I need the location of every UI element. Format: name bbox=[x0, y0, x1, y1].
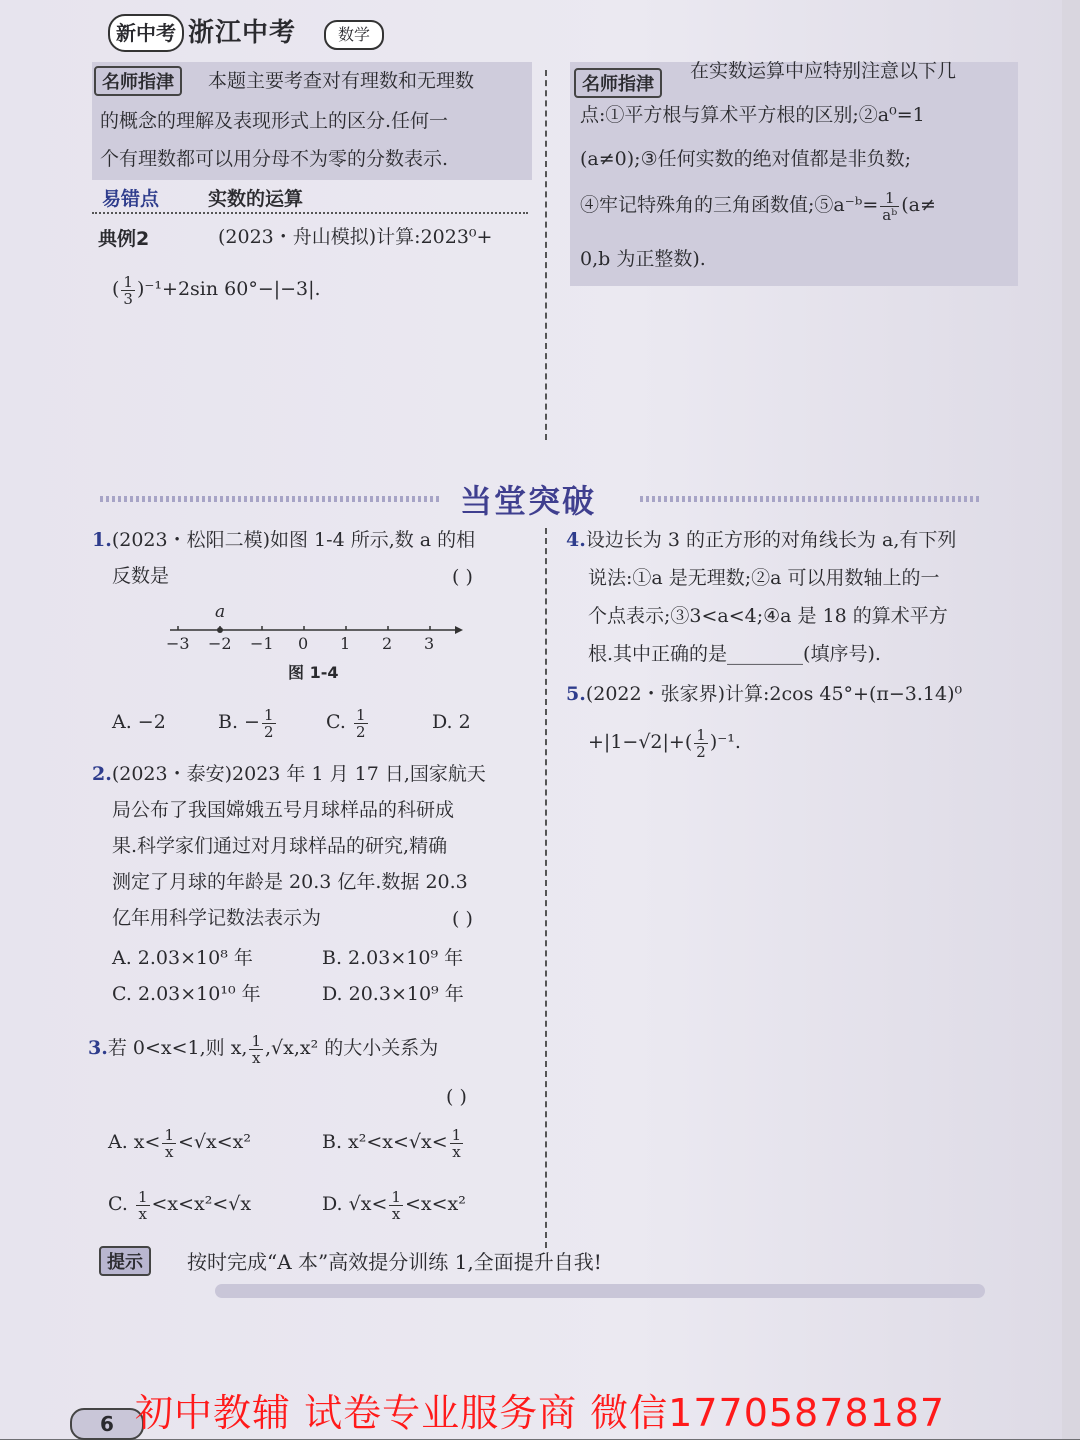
fraction-one-half: $\frac{1}{2}$ bbox=[263, 705, 274, 741]
fraction-one-over-x: $\frac{1}{x}$ bbox=[251, 1031, 261, 1067]
tip-tag: 提示 bbox=[99, 1246, 151, 1276]
q2-line-1: 2.(2023・泰安)2023 年 1 月 17 日,国家航天 bbox=[92, 763, 486, 785]
left-tip-tag: 名师指津 bbox=[94, 66, 182, 96]
fraction-one-half: $\frac{1}{2}$ bbox=[696, 725, 706, 761]
tip-bar bbox=[95, 1246, 990, 1300]
q4-line-1: 4.设边长为 3 的正方形的对角线长为 a,有下列 bbox=[566, 529, 957, 551]
example-line-1: (2023・舟山模拟)计算:2023⁰+ bbox=[218, 226, 493, 248]
q1-answer-paren: ( ) bbox=[452, 566, 473, 588]
tick-label: −2 bbox=[208, 634, 232, 653]
header-subject: 数学 bbox=[324, 20, 384, 50]
tick-label: −1 bbox=[250, 634, 274, 653]
header-title: 浙江中考 bbox=[188, 18, 297, 48]
q3-option-b: B. x²<x<√x< $\frac{1}{x}$ bbox=[322, 1125, 462, 1161]
q5-line-2: +|1−√2|+( $\frac{1}{2}$ )⁻¹. bbox=[588, 725, 741, 761]
q3-answer-paren: ( ) bbox=[446, 1086, 467, 1108]
column-divider-top bbox=[545, 70, 547, 440]
right-tip-line-3: (a≠0);③任何实数的绝对值都是非负数; bbox=[580, 148, 911, 170]
point-a-label: a bbox=[215, 602, 226, 622]
figure-caption: 图 1-4 bbox=[288, 663, 339, 682]
q4-line-3: 个点表示;③3<a<4;④a 是 18 的算术平方 bbox=[588, 605, 948, 627]
tick-label: −3 bbox=[166, 634, 190, 653]
q2-option-d: D. 20.3×10⁹ 年 bbox=[322, 983, 464, 1005]
number-line-arrow bbox=[455, 626, 463, 634]
right-tip-line-1: 在实数运算中应特别注意以下几 bbox=[690, 60, 957, 82]
example-tag: 典例2 bbox=[98, 228, 150, 250]
fraction-one-half: $\frac{1}{2}$ bbox=[355, 705, 366, 741]
q2-option-b: B. 2.03×10⁹ 年 bbox=[322, 947, 464, 969]
fraction-one-over-x: $\frac{1}{x}$ bbox=[137, 1187, 148, 1223]
banner-title: 当堂突破 bbox=[460, 482, 597, 520]
q3-option-d: D. √x< $\frac{1}{x}$ <x<x² bbox=[322, 1187, 466, 1223]
q2-option-a: A. 2.03×10⁸ 年 bbox=[112, 947, 253, 969]
q2-line-3: 果.科学家们通过对月球样品的研究,精确 bbox=[112, 835, 448, 857]
tick-label: 3 bbox=[424, 634, 435, 653]
q1-option-c: C. $\frac{1}{2}$ bbox=[326, 705, 366, 741]
q1-line-2: 反数是 bbox=[112, 565, 170, 587]
q2-line-5: 亿年用科学记数法表示为 bbox=[112, 907, 322, 929]
fraction-one-over-x: $\frac{1}{x}$ bbox=[391, 1187, 401, 1223]
adjacent-page-edge bbox=[1062, 0, 1080, 1439]
fraction-one-over-x: $\frac{1}{x}$ bbox=[164, 1125, 174, 1161]
fraction-one-third: $\frac{1}{3}$ bbox=[123, 272, 133, 308]
page-number: 6 bbox=[70, 1408, 144, 1440]
section-banner bbox=[100, 478, 980, 518]
number-line-ticks bbox=[166, 634, 466, 654]
right-tip-line-2: 点:①平方根与算术平方根的区别;②a⁰=1 bbox=[580, 104, 925, 126]
tick-label: 0 bbox=[298, 634, 309, 653]
q2-option-c: C. 2.03×10¹⁰ 年 bbox=[112, 983, 261, 1005]
q2-line-4: 测定了月球的年龄是 20.3 亿年.数据 20.3 bbox=[112, 871, 468, 893]
right-tip-line-4: ④牢记特殊角的三角函数值;⑤a⁻ᵇ= $\frac{1}{\text{aᵇ}}$ (a≠ bbox=[580, 188, 936, 224]
watermark-text: 初中教辅 试卷专业服务商 微信17705878187 bbox=[135, 1391, 946, 1435]
q4-line-2: 说法:①a 是无理数;②a 可以用数轴上的一 bbox=[588, 567, 940, 589]
q1-option-b: B. − $\frac{1}{2}$ bbox=[218, 705, 274, 741]
q3-option-c: C. $\frac{1}{x}$ <x<x²<√x bbox=[108, 1187, 252, 1223]
header-badge: 新中考 bbox=[108, 14, 184, 52]
banner-line-right bbox=[640, 496, 980, 502]
tip-text: 按时完成“A 本”高效提分训练 1,全面提升自我! bbox=[187, 1250, 602, 1274]
right-tip-line-5: 0,b 为正整数). bbox=[580, 248, 706, 270]
q3-line-1: 3.若 0<x<1,则 x, $\frac{1}{x}$ ,√x,x² 的大小关系为 bbox=[88, 1031, 439, 1067]
fraction-one-over-x: $\frac{1}{x}$ bbox=[451, 1125, 462, 1161]
left-tip-line-2: 的概念的理解及表现形式上的区分.任何一 bbox=[100, 110, 449, 132]
left-tip-line-3: 个有理数都可以用分母不为零的分数表示. bbox=[100, 148, 449, 170]
q2-line-2: 局公布了我国嫦娥五号月球样品的科研成 bbox=[112, 799, 455, 821]
error-point-tag: 易错点 bbox=[102, 188, 160, 210]
q5-line-1: 5.(2022・张家界)计算:2cos 45°+(π−3.14)⁰ bbox=[566, 683, 963, 705]
tick-label: 2 bbox=[382, 634, 393, 653]
q4-line-4: 根.其中正确的是________(填序号). bbox=[588, 643, 881, 665]
banner-line-left bbox=[100, 496, 440, 502]
q3-option-a: A. x< $\frac{1}{x}$ <√x<x² bbox=[108, 1125, 251, 1161]
q2-answer-paren: ( ) bbox=[452, 908, 473, 930]
error-point-title: 实数的运算 bbox=[208, 188, 304, 210]
example-line-2: ( $\frac{1}{3}$ )⁻¹+2sin 60°−|−3|. bbox=[112, 272, 321, 308]
left-tip-line-1: 本题主要考查对有理数和无理数 bbox=[208, 70, 475, 92]
tip-strip bbox=[215, 1284, 985, 1298]
right-tip-tag: 名师指津 bbox=[574, 68, 662, 98]
tick-label: 1 bbox=[340, 634, 351, 653]
column-divider-bottom bbox=[545, 528, 547, 1248]
q1-option-a: A. −2 bbox=[112, 711, 166, 733]
q1-line-1: 1.(2023・松阳二模)如图 1-4 所示,数 a 的相 bbox=[92, 529, 476, 551]
fraction-one-over-ab: $\frac{1}{\text{aᵇ}}$ bbox=[882, 188, 898, 224]
q1-option-d: D. 2 bbox=[432, 711, 471, 733]
